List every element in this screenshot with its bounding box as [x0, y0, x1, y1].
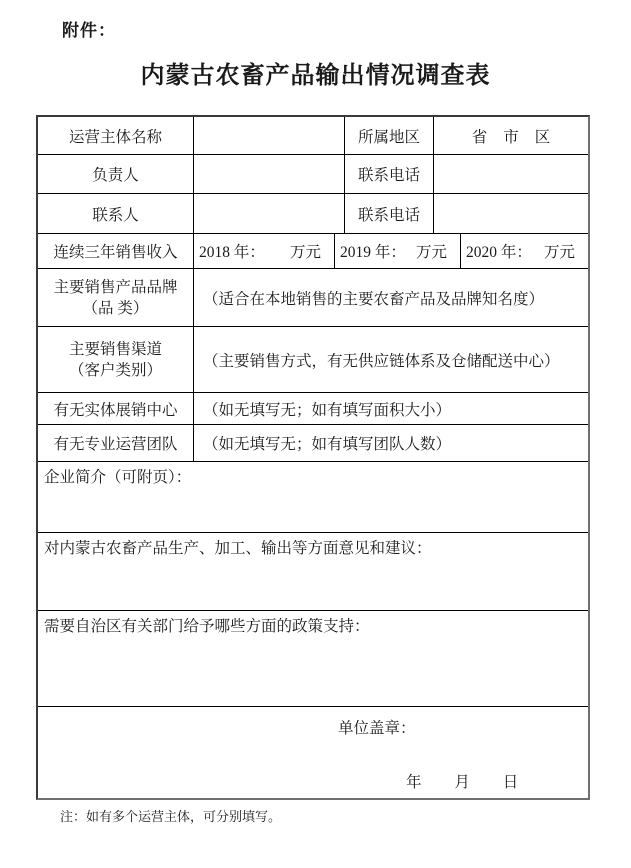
seal-label: 单位盖章：	[338, 720, 416, 737]
row-channel	[38, 327, 588, 393]
contact-label: 联系人	[38, 194, 194, 233]
row-principal	[38, 155, 588, 194]
row-contact	[38, 194, 588, 234]
brand-hint: （适合在本地销售的主要农畜产品及品牌知名度）	[203, 290, 545, 308]
channel-label-line2: （客户类别）	[68, 361, 162, 379]
region-value[interactable]	[434, 117, 588, 154]
policy-support-input[interactable]	[38, 611, 588, 706]
attachment-label: 附件：	[62, 21, 116, 40]
contact-input[interactable]	[194, 194, 345, 233]
row-suggestion	[38, 533, 588, 611]
signature-area[interactable]	[38, 707, 588, 798]
suggestion-input[interactable]	[38, 533, 588, 610]
principal-phone-input[interactable]	[434, 155, 588, 193]
team-hint: （如无填写无；如有填写团队人数）	[203, 436, 452, 453]
company-profile-input[interactable]	[38, 462, 588, 532]
policy-support-label: 需要自治区有关部门给予哪些方面的政策支持：	[44, 618, 370, 635]
brand-label	[38, 269, 194, 326]
principal-input[interactable]	[194, 155, 345, 193]
region-option-district: 区	[534, 128, 551, 146]
row-company-profile	[38, 462, 588, 533]
channel-hint: （主要销售方式，有无供应链体系及仓储配送中心）	[203, 352, 560, 370]
revenue-2020-unit-label: 万元	[543, 244, 575, 261]
principal-label: 负责人	[38, 155, 194, 193]
row-team	[38, 425, 588, 462]
page-title: 内蒙古农畜产品输出情况调查表	[140, 62, 491, 89]
contact-phone-input[interactable]	[434, 194, 588, 233]
brand-label-line2: （品 类）	[82, 299, 149, 317]
revenue-2020-input[interactable]	[461, 234, 588, 268]
date-year-label: 年	[406, 774, 422, 791]
date-line	[406, 770, 518, 792]
revenue-label: 连续三年销售收入	[38, 234, 194, 268]
revenue-2020-year-label: 2020 年：	[466, 244, 532, 261]
footnote: 注：如有多个运营主体，可分别填写。	[60, 809, 282, 824]
team-input[interactable]	[194, 425, 588, 461]
brand-input[interactable]	[194, 269, 588, 326]
row-revenue	[38, 234, 588, 269]
revenue-2019-input[interactable]	[335, 234, 461, 268]
showroom-label: 有无实体展销中心	[38, 393, 194, 424]
region-option-province: 省	[471, 128, 488, 146]
contact-phone-label: 联系电话	[345, 194, 434, 233]
date-day-label: 日	[502, 774, 519, 791]
revenue-2019-unit-label: 万元	[415, 244, 447, 261]
row-showroom	[38, 393, 588, 425]
row-operator-name	[38, 117, 588, 155]
revenue-2018-input[interactable]	[194, 234, 335, 268]
company-profile-label: 企业简介（可附页）：	[44, 469, 192, 486]
showroom-hint: （如无填写无；如有填写面积大小）	[203, 401, 452, 419]
operator-name-label: 运营主体名称	[38, 117, 194, 154]
region-label: 所属地区	[345, 117, 434, 154]
principal-phone-label: 联系电话	[345, 155, 434, 193]
channel-label-line1: 主要销售渠道	[68, 340, 162, 358]
row-policy-support	[38, 611, 588, 707]
revenue-2018-unit-label: 万元	[289, 244, 321, 261]
revenue-2019-year-label: 2019 年：	[340, 244, 406, 261]
revenue-2018-year-label: 2018 年：	[199, 244, 265, 261]
channel-label	[38, 327, 194, 392]
suggestion-label: 对内蒙古农畜产品生产、加工、输出等方面意见和建议：	[44, 540, 432, 557]
showroom-input[interactable]	[194, 393, 588, 424]
row-brand	[38, 269, 588, 327]
survey-form-table	[36, 115, 590, 800]
channel-input[interactable]	[194, 327, 588, 392]
brand-label-line1: 主要销售产品品牌	[53, 278, 178, 296]
date-month-label: 月	[454, 774, 470, 791]
operator-name-input[interactable]	[194, 117, 345, 154]
region-option-city: 市	[503, 128, 519, 146]
row-signature	[38, 707, 588, 798]
team-label: 有无专业运营团队	[38, 425, 194, 461]
